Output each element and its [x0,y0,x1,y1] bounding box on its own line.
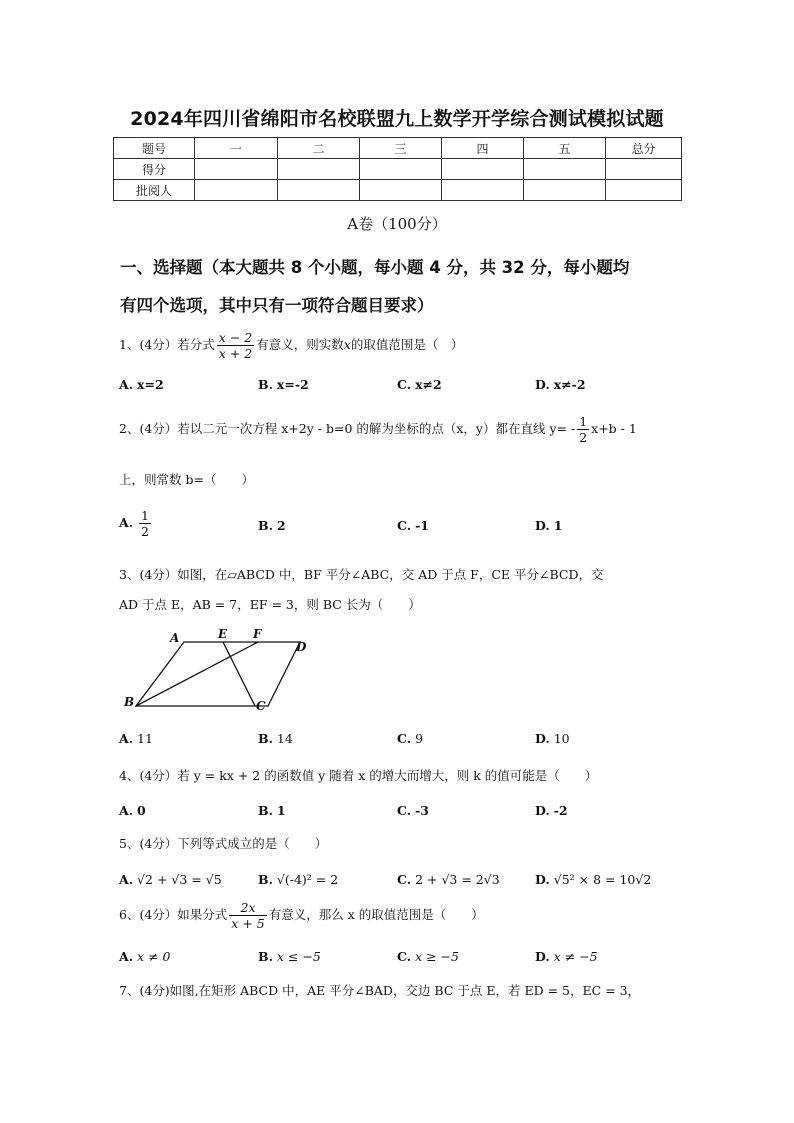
label-f: F [253,627,262,641]
table-cell: 题号 [114,138,195,159]
table-cell: 四 [442,138,524,159]
table-cell [524,159,606,180]
table-cell: 五 [524,138,606,159]
q1-den: x + 2 [218,346,253,361]
question-6 [119,900,484,931]
q6-option-c[interactable]: C. x ≥ −5 [397,949,459,964]
table-row [114,159,682,180]
table-cell [278,180,360,201]
q3-line1: 3、(4分）如图，在▱ABCD 中，BF 平分∠ABC，交 AD 于点 F，CE 平分∠BCD，交 [119,567,604,582]
table-cell [195,180,278,201]
table-row [114,138,682,159]
table-cell: 二 [278,138,360,159]
question-4: 4、(4分）若 y = kx + 2 的函数值 y 随着 x 的增大而增大，则 k 的值可能是（ ） [119,768,598,783]
q1-option-b[interactable]: B. x=-2 [258,377,309,392]
q3-option-b[interactable]: B. 14 [258,731,293,746]
q4-option-b[interactable]: B. 1 [258,803,286,818]
question-5: 5、(4分）下列等式成立的是（ ） [119,836,328,851]
table-cell [442,159,524,180]
volume-heading: A卷（100分） [347,215,447,233]
table-cell [606,180,682,201]
q6-fraction: $\frac{2x}{x + 5}$ [231,900,265,931]
q2-option-d[interactable]: D. 1 [535,518,563,533]
q6-option-a[interactable]: A. x ≠ 0 [119,949,171,964]
q2-option-c[interactable]: C. -1 [397,518,429,533]
label-a: A [170,631,180,645]
question-2 [119,414,637,445]
q1-prefix: 1、(4分）若分式 [119,337,215,352]
table-cell: 总分 [606,138,682,159]
q5-option-c[interactable]: C. 2 + √3 = 2√3 [397,872,500,887]
q1-suffix: 的取值范围是（ ） [350,337,464,352]
parallelogram-figure [118,624,318,716]
q3-option-c[interactable]: C. 9 [397,731,424,746]
q1-option-a[interactable]: A. x=2 [119,377,164,392]
table-cell: 三 [360,138,442,159]
q2-optA-fraction: $\frac{1}{2}$ [141,508,149,539]
q3-line2: AD 于点 E，AB = 7，EF = 3，则 BC 长为（ ） [119,597,421,612]
table-cell [195,159,278,180]
table-cell [442,180,524,201]
q1-var: x [343,337,351,352]
table-cell [278,159,360,180]
table-cell: 得分 [114,159,195,180]
q4-option-d[interactable]: D. -2 [535,803,568,818]
question-1 [119,330,463,361]
q1-num: x − 2 [218,330,253,345]
q2-fraction: $\frac{1}{2}$ [579,414,588,445]
q2-after: x+b - 1 [591,421,637,436]
label-d: D [296,640,307,654]
q6-prefix: 6、(4分）如果分式 [119,907,228,922]
table-cell [360,180,442,201]
table-cell [360,159,442,180]
q5-option-b[interactable]: B. √(-4)² = 2 [258,872,339,887]
section-heading-line2: 有四个选项，其中只有一项符合题目要求） [120,296,434,315]
label-c: C [256,699,266,713]
score-table [113,137,682,201]
q1-fraction [217,330,254,361]
table-cell: 一 [195,138,278,159]
q2-line1: 2、(4分）若以二元一次方程 x+2y - b=0 的解为坐标的点（x，y）都在直线 y= - [119,421,576,436]
q6-option-b[interactable]: B. x ≤ −5 [258,949,321,964]
q3-option-d[interactable]: D. 10 [535,731,570,746]
table-cell: 批阅人 [114,180,195,201]
q1-option-d[interactable]: D. x≠-2 [535,377,586,392]
label-e: E [218,627,228,641]
q6-option-d[interactable]: D. x ≠ −5 [535,949,598,964]
section-heading-line1: 一、选择题（本大题共 8 个小题，每小题 4 分，共 32 分，每小题均 [120,258,630,277]
q5-option-a[interactable]: A. √2 + √3 = √5 [119,872,222,887]
parallelogram-abcd [136,642,300,706]
q4-option-c[interactable]: C. -3 [397,803,429,818]
table-cell [606,159,682,180]
q2-line2: 上，则常数 b=（ ） [119,472,254,487]
q1-option-c[interactable]: C. x≠2 [397,377,442,392]
q6-suffix: 有意义，那么 x 的取值范围是（ ） [268,907,484,922]
q2-option-a[interactable]: A. $\frac{1}{2}$ [119,508,149,539]
q4-option-a[interactable]: A. 0 [119,803,146,818]
q2-option-b[interactable]: B. 2 [258,518,286,533]
label-b: B [124,695,135,709]
q5-option-d[interactable]: D. √5² × 8 = 10√2 [535,872,652,887]
question-7: 7、(4分)如图,在矩形 ABCD 中，AE 平分∠BAD，交边 BC 于点 E，若 ED = 5，EC = 3， [119,983,641,998]
table-row [114,180,682,201]
q3-option-a[interactable]: A. 11 [119,731,153,746]
table-cell [524,180,606,201]
q1-mid: 有意义，则实数 [256,337,344,352]
page-title: 2024年四川省绵阳市名校联盟九上数学开学综合测试模拟试题 [130,108,664,130]
